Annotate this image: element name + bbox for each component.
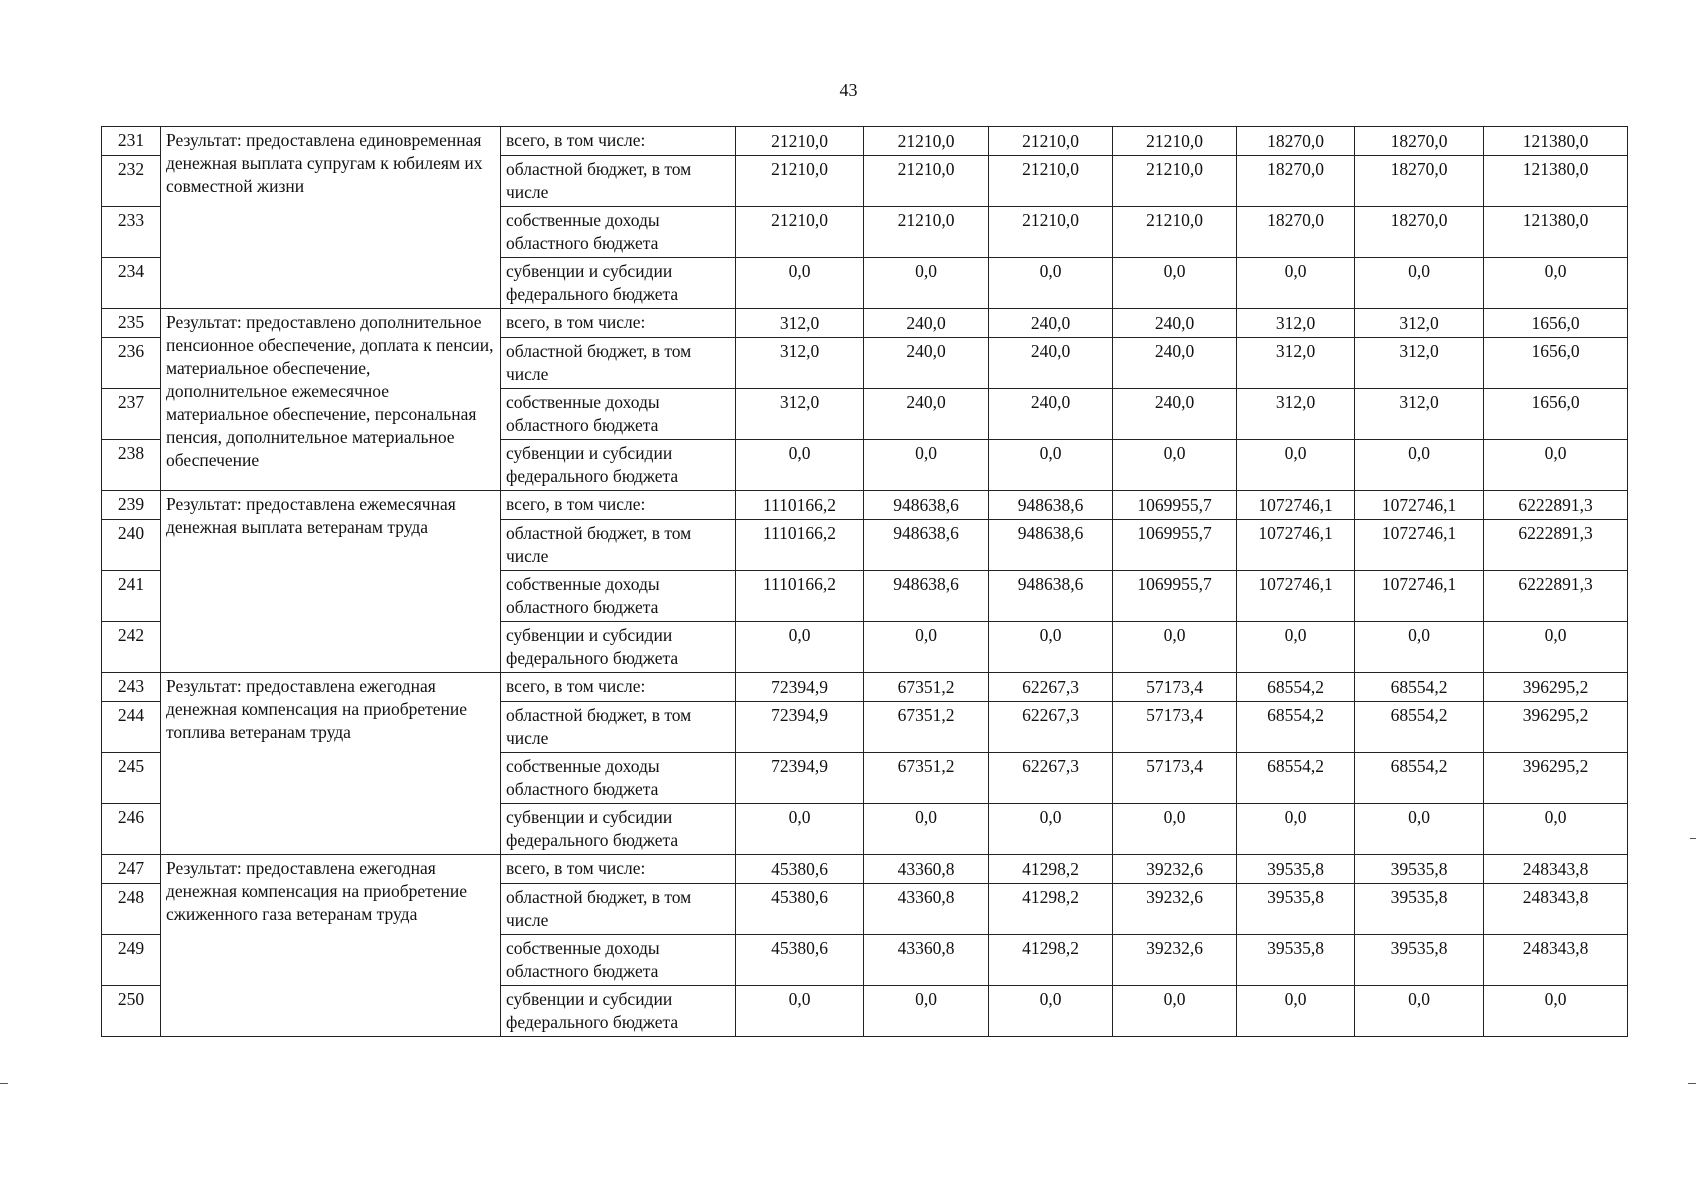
row-number: 243 bbox=[102, 673, 161, 702]
value-cell: 396295,2 bbox=[1484, 753, 1628, 804]
value-cell: 21210,0 bbox=[736, 207, 864, 258]
value-cell: 39535,8 bbox=[1237, 855, 1355, 884]
value-cell: 0,0 bbox=[989, 622, 1113, 673]
value-cell: 57173,4 bbox=[1113, 753, 1237, 804]
value-cell: 0,0 bbox=[1113, 258, 1237, 309]
value-cell: 121380,0 bbox=[1484, 207, 1628, 258]
value-cell: 0,0 bbox=[989, 440, 1113, 491]
funding-source: областной бюджет, в том числе bbox=[501, 884, 736, 935]
value-cell: 18270,0 bbox=[1237, 207, 1355, 258]
value-cell: 39535,8 bbox=[1237, 935, 1355, 986]
value-cell: 21210,0 bbox=[1113, 127, 1237, 156]
row-number: 231 bbox=[102, 127, 161, 156]
funding-source: областной бюджет, в том числе bbox=[501, 702, 736, 753]
value-cell: 6222891,3 bbox=[1484, 520, 1628, 571]
row-number: 248 bbox=[102, 884, 161, 935]
value-cell: 6222891,3 bbox=[1484, 571, 1628, 622]
value-cell: 18270,0 bbox=[1355, 207, 1484, 258]
value-cell: 240,0 bbox=[989, 338, 1113, 389]
value-cell: 240,0 bbox=[989, 389, 1113, 440]
value-cell: 72394,9 bbox=[736, 702, 864, 753]
value-cell: 68554,2 bbox=[1355, 702, 1484, 753]
value-cell: 240,0 bbox=[1113, 389, 1237, 440]
value-cell: 0,0 bbox=[864, 622, 989, 673]
value-cell: 67351,2 bbox=[864, 673, 989, 702]
value-cell: 0,0 bbox=[1113, 986, 1237, 1037]
result-description: Результат: предоставлена единовременная денежная выплата супругам к юбилеям их совместной жизни bbox=[161, 127, 501, 309]
table-row bbox=[102, 673, 1628, 702]
value-cell: 312,0 bbox=[736, 389, 864, 440]
value-cell: 45380,6 bbox=[736, 855, 864, 884]
value-cell: 0,0 bbox=[736, 804, 864, 855]
row-number: 247 bbox=[102, 855, 161, 884]
value-cell: 21210,0 bbox=[864, 156, 989, 207]
row-number: 246 bbox=[102, 804, 161, 855]
value-cell: 0,0 bbox=[864, 986, 989, 1037]
row-number: 238 bbox=[102, 440, 161, 491]
value-cell: 68554,2 bbox=[1355, 673, 1484, 702]
value-cell: 41298,2 bbox=[989, 884, 1113, 935]
value-cell: 948638,6 bbox=[864, 491, 989, 520]
value-cell: 21210,0 bbox=[864, 207, 989, 258]
value-cell: 62267,3 bbox=[989, 702, 1113, 753]
value-cell: 39232,6 bbox=[1113, 935, 1237, 986]
value-cell: 1072746,1 bbox=[1237, 571, 1355, 622]
value-cell: 948638,6 bbox=[864, 520, 989, 571]
result-description: Результат: предоставлена ежемесячная денежная выплата ветеранам труда bbox=[161, 491, 501, 673]
value-cell: 312,0 bbox=[1355, 309, 1484, 338]
value-cell: 0,0 bbox=[1237, 440, 1355, 491]
value-cell: 39232,6 bbox=[1113, 855, 1237, 884]
row-number: 234 bbox=[102, 258, 161, 309]
value-cell: 240,0 bbox=[1113, 309, 1237, 338]
value-cell: 68554,2 bbox=[1237, 753, 1355, 804]
value-cell: 240,0 bbox=[989, 309, 1113, 338]
value-cell: 1656,0 bbox=[1484, 389, 1628, 440]
funding-source: субвенции и субсидии федерального бюджета bbox=[501, 986, 736, 1037]
value-cell: 1110166,2 bbox=[736, 520, 864, 571]
value-cell: 312,0 bbox=[1237, 309, 1355, 338]
margin-mark-right bbox=[1688, 1083, 1696, 1084]
value-cell: 1656,0 bbox=[1484, 309, 1628, 338]
value-cell: 0,0 bbox=[1484, 804, 1628, 855]
funding-source: областной бюджет, в том числе bbox=[501, 338, 736, 389]
value-cell: 948638,6 bbox=[989, 571, 1113, 622]
value-cell: 0,0 bbox=[1113, 804, 1237, 855]
value-cell: 121380,0 bbox=[1484, 127, 1628, 156]
row-number: 245 bbox=[102, 753, 161, 804]
funding-source: всего, в том числе: bbox=[501, 127, 736, 156]
value-cell: 39535,8 bbox=[1355, 935, 1484, 986]
value-cell: 0,0 bbox=[1113, 440, 1237, 491]
row-number: 240 bbox=[102, 520, 161, 571]
value-cell: 1110166,2 bbox=[736, 491, 864, 520]
value-cell: 41298,2 bbox=[989, 855, 1113, 884]
value-cell: 948638,6 bbox=[989, 491, 1113, 520]
value-cell: 43360,8 bbox=[864, 855, 989, 884]
value-cell: 0,0 bbox=[1355, 258, 1484, 309]
value-cell: 240,0 bbox=[864, 338, 989, 389]
row-number: 233 bbox=[102, 207, 161, 258]
value-cell: 0,0 bbox=[989, 986, 1113, 1037]
funding-source: всего, в том числе: bbox=[501, 673, 736, 702]
funding-source: всего, в том числе: bbox=[501, 309, 736, 338]
result-description: Результат: предоставлена ежегодная денежная компенсация на приобретение сжиженного газа ветеранам труда bbox=[161, 855, 501, 1037]
value-cell: 0,0 bbox=[989, 258, 1113, 309]
value-cell: 312,0 bbox=[1355, 338, 1484, 389]
value-cell: 240,0 bbox=[1113, 338, 1237, 389]
value-cell: 312,0 bbox=[1237, 338, 1355, 389]
row-number: 237 bbox=[102, 389, 161, 440]
row-number: 244 bbox=[102, 702, 161, 753]
value-cell: 1069955,7 bbox=[1113, 571, 1237, 622]
value-cell: 21210,0 bbox=[989, 156, 1113, 207]
row-number: 239 bbox=[102, 491, 161, 520]
value-cell: 1072746,1 bbox=[1355, 520, 1484, 571]
value-cell: 1072746,1 bbox=[1355, 571, 1484, 622]
value-cell: 68554,2 bbox=[1355, 753, 1484, 804]
funding-source: областной бюджет, в том числе bbox=[501, 520, 736, 571]
value-cell: 0,0 bbox=[1355, 986, 1484, 1037]
value-cell: 1072746,1 bbox=[1237, 520, 1355, 571]
value-cell: 0,0 bbox=[1355, 804, 1484, 855]
funding-source: собственные доходы областного бюджета bbox=[501, 935, 736, 986]
value-cell: 0,0 bbox=[1113, 622, 1237, 673]
value-cell: 43360,8 bbox=[864, 884, 989, 935]
funding-source: собственные доходы областного бюджета bbox=[501, 207, 736, 258]
funding-source: субвенции и субсидии федерального бюджета bbox=[501, 440, 736, 491]
row-number: 249 bbox=[102, 935, 161, 986]
value-cell: 67351,2 bbox=[864, 753, 989, 804]
value-cell: 0,0 bbox=[1484, 258, 1628, 309]
value-cell: 45380,6 bbox=[736, 935, 864, 986]
row-number: 236 bbox=[102, 338, 161, 389]
value-cell: 0,0 bbox=[1355, 440, 1484, 491]
value-cell: 948638,6 bbox=[864, 571, 989, 622]
value-cell: 68554,2 bbox=[1237, 673, 1355, 702]
value-cell: 72394,9 bbox=[736, 673, 864, 702]
table-row bbox=[102, 309, 1628, 338]
value-cell: 1069955,7 bbox=[1113, 491, 1237, 520]
value-cell: 248343,8 bbox=[1484, 855, 1628, 884]
value-cell: 39232,6 bbox=[1113, 884, 1237, 935]
table-body bbox=[102, 127, 1628, 1037]
value-cell: 21210,0 bbox=[736, 156, 864, 207]
row-number: 242 bbox=[102, 622, 161, 673]
value-cell: 21210,0 bbox=[864, 127, 989, 156]
funding-source: собственные доходы областного бюджета bbox=[501, 753, 736, 804]
funding-source: областной бюджет, в том числе bbox=[501, 156, 736, 207]
margin-mark-left bbox=[0, 1083, 8, 1084]
result-description: Результат: предоставлена ежегодная денежная компенсация на приобретение топлива ветеранам труда bbox=[161, 673, 501, 855]
margin-mark-right-upper bbox=[1690, 838, 1696, 839]
budget-table bbox=[101, 126, 1628, 1037]
result-description: Результат: предоставлено дополнительное пенсионное обеспечение, доплата к пенсии, материальное обеспечение, дополнительное ежемесячное материальное обеспечение, персональная пенсия, дополнительное материальное обеспечение bbox=[161, 309, 501, 491]
value-cell: 0,0 bbox=[864, 804, 989, 855]
value-cell: 18270,0 bbox=[1237, 127, 1355, 156]
row-number: 250 bbox=[102, 986, 161, 1037]
value-cell: 41298,2 bbox=[989, 935, 1113, 986]
value-cell: 62267,3 bbox=[989, 673, 1113, 702]
value-cell: 396295,2 bbox=[1484, 673, 1628, 702]
value-cell: 39535,8 bbox=[1355, 855, 1484, 884]
value-cell: 21210,0 bbox=[989, 207, 1113, 258]
value-cell: 1069955,7 bbox=[1113, 520, 1237, 571]
value-cell: 62267,3 bbox=[989, 753, 1113, 804]
value-cell: 0,0 bbox=[1237, 986, 1355, 1037]
value-cell: 240,0 bbox=[864, 389, 989, 440]
funding-source: всего, в том числе: bbox=[501, 855, 736, 884]
value-cell: 18270,0 bbox=[1237, 156, 1355, 207]
funding-source: субвенции и субсидии федерального бюджета bbox=[501, 804, 736, 855]
value-cell: 0,0 bbox=[1355, 622, 1484, 673]
value-cell: 396295,2 bbox=[1484, 702, 1628, 753]
funding-source: субвенции и субсидии федерального бюджета bbox=[501, 258, 736, 309]
value-cell: 57173,4 bbox=[1113, 702, 1237, 753]
table-row bbox=[102, 127, 1628, 156]
value-cell: 45380,6 bbox=[736, 884, 864, 935]
value-cell: 248343,8 bbox=[1484, 935, 1628, 986]
value-cell: 312,0 bbox=[1237, 389, 1355, 440]
value-cell: 0,0 bbox=[989, 804, 1113, 855]
value-cell: 312,0 bbox=[1355, 389, 1484, 440]
value-cell: 39535,8 bbox=[1355, 884, 1484, 935]
value-cell: 0,0 bbox=[736, 986, 864, 1037]
value-cell: 0,0 bbox=[1237, 622, 1355, 673]
value-cell: 21210,0 bbox=[736, 127, 864, 156]
row-number: 232 bbox=[102, 156, 161, 207]
value-cell: 1072746,1 bbox=[1355, 491, 1484, 520]
value-cell: 57173,4 bbox=[1113, 673, 1237, 702]
value-cell: 0,0 bbox=[864, 440, 989, 491]
value-cell: 312,0 bbox=[736, 309, 864, 338]
value-cell: 0,0 bbox=[864, 258, 989, 309]
value-cell: 1656,0 bbox=[1484, 338, 1628, 389]
value-cell: 6222891,3 bbox=[1484, 491, 1628, 520]
value-cell: 121380,0 bbox=[1484, 156, 1628, 207]
value-cell: 1072746,1 bbox=[1237, 491, 1355, 520]
funding-source: собственные доходы областного бюджета bbox=[501, 389, 736, 440]
value-cell: 39535,8 bbox=[1237, 884, 1355, 935]
value-cell: 0,0 bbox=[1484, 440, 1628, 491]
value-cell: 0,0 bbox=[736, 258, 864, 309]
value-cell: 68554,2 bbox=[1237, 702, 1355, 753]
value-cell: 0,0 bbox=[736, 622, 864, 673]
value-cell: 248343,8 bbox=[1484, 884, 1628, 935]
table-row bbox=[102, 491, 1628, 520]
value-cell: 240,0 bbox=[864, 309, 989, 338]
value-cell: 0,0 bbox=[1484, 622, 1628, 673]
funding-source: субвенции и субсидии федерального бюджета bbox=[501, 622, 736, 673]
value-cell: 18270,0 bbox=[1355, 127, 1484, 156]
value-cell: 21210,0 bbox=[989, 127, 1113, 156]
value-cell: 21210,0 bbox=[1113, 156, 1237, 207]
value-cell: 43360,8 bbox=[864, 935, 989, 986]
value-cell: 0,0 bbox=[736, 440, 864, 491]
row-number: 235 bbox=[102, 309, 161, 338]
value-cell: 0,0 bbox=[1237, 804, 1355, 855]
value-cell: 1110166,2 bbox=[736, 571, 864, 622]
page-number: 43 bbox=[839, 80, 858, 100]
funding-source: всего, в том числе: bbox=[501, 491, 736, 520]
funding-source: собственные доходы областного бюджета bbox=[501, 571, 736, 622]
value-cell: 18270,0 bbox=[1355, 156, 1484, 207]
value-cell: 0,0 bbox=[1484, 986, 1628, 1037]
value-cell: 67351,2 bbox=[864, 702, 989, 753]
value-cell: 21210,0 bbox=[1113, 207, 1237, 258]
value-cell: 0,0 bbox=[1237, 258, 1355, 309]
value-cell: 948638,6 bbox=[989, 520, 1113, 571]
value-cell: 72394,9 bbox=[736, 753, 864, 804]
value-cell: 312,0 bbox=[736, 338, 864, 389]
row-number: 241 bbox=[102, 571, 161, 622]
table-row bbox=[102, 855, 1628, 884]
